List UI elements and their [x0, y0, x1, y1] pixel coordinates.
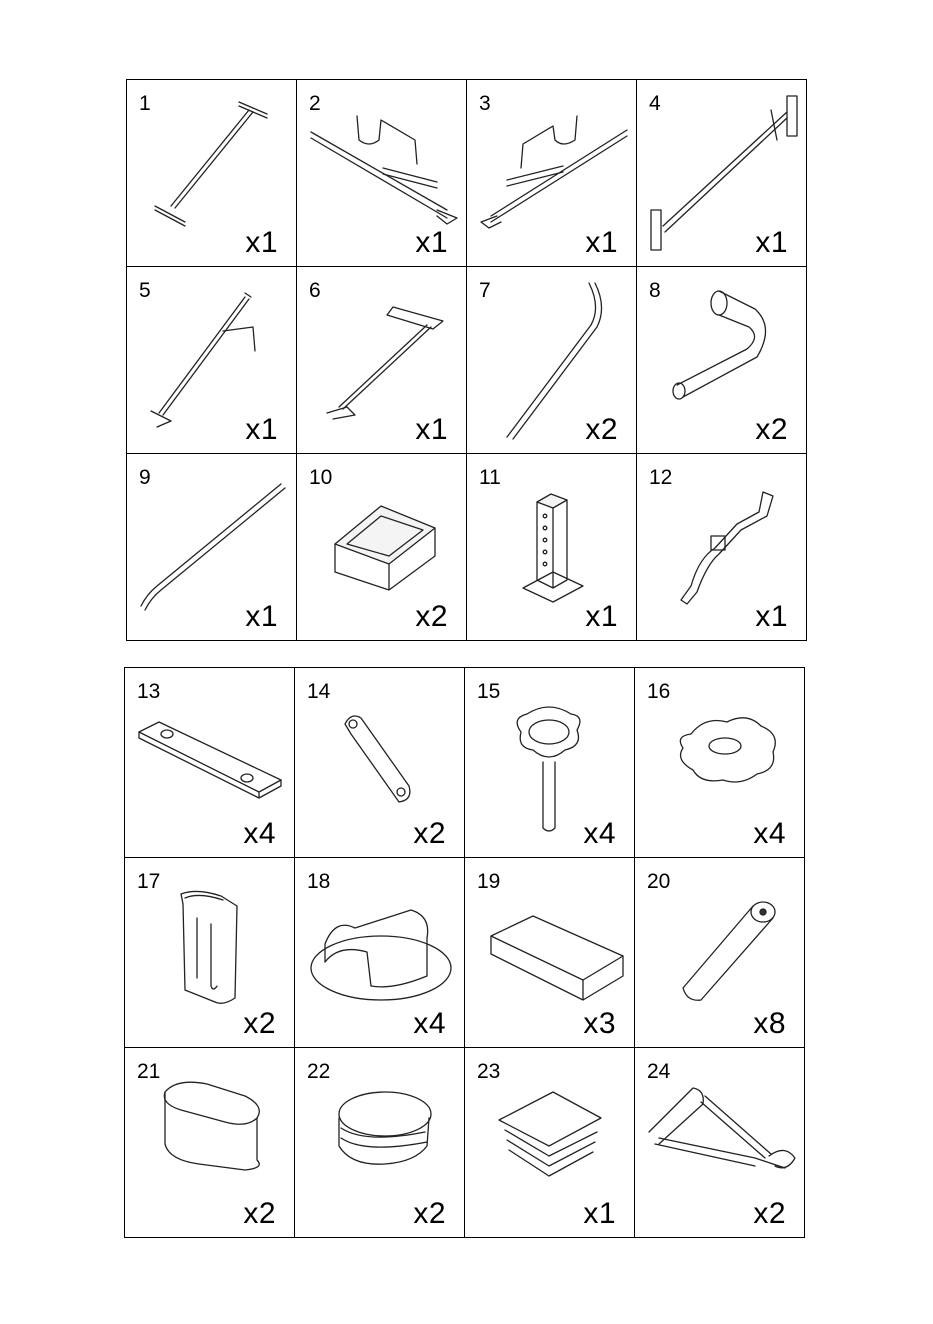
- part-quantity: x2: [753, 1197, 786, 1230]
- part-quantity: x1: [755, 600, 788, 633]
- part-number: 6: [309, 279, 321, 302]
- part-cell: [127, 80, 297, 267]
- part-quantity: x8: [753, 1007, 786, 1040]
- part-cell: [295, 858, 465, 1048]
- part-number: 18: [307, 870, 331, 893]
- part-number: 12: [649, 466, 673, 489]
- part-quantity: x1: [755, 226, 788, 259]
- part-quantity: x4: [413, 1007, 446, 1040]
- part-cell: [465, 858, 635, 1048]
- part-cell: [127, 454, 297, 641]
- part-quantity: x2: [415, 600, 448, 633]
- part-number: 4: [649, 92, 661, 115]
- part-number: 14: [307, 680, 331, 703]
- part-quantity: x2: [413, 1197, 446, 1230]
- parts-grid-bottom: [124, 667, 805, 1238]
- part-cell: [465, 668, 635, 858]
- part-quantity: x1: [245, 600, 278, 633]
- part-quantity: x1: [585, 600, 618, 633]
- part-cell: [295, 1048, 465, 1238]
- part-number: 7: [479, 279, 491, 302]
- part-quantity: x1: [415, 226, 448, 259]
- part-quantity: x2: [585, 413, 618, 446]
- part-number: 22: [307, 1060, 331, 1083]
- part-number: 5: [139, 279, 151, 302]
- part-quantity: x3: [583, 1007, 616, 1040]
- part-number: 2: [309, 92, 321, 115]
- part-quantity: x1: [415, 413, 448, 446]
- part-quantity: x2: [243, 1197, 276, 1230]
- part-cell: [127, 267, 297, 454]
- part-quantity: x1: [583, 1197, 616, 1230]
- part-quantity: x4: [243, 817, 276, 850]
- part-cell: [467, 80, 637, 267]
- part-quantity: x4: [583, 817, 616, 850]
- part-quantity: x2: [243, 1007, 276, 1040]
- part-cell: [635, 858, 805, 1048]
- part-number: 8: [649, 279, 661, 302]
- part-cell: [465, 1048, 635, 1238]
- part-quantity: x1: [585, 226, 618, 259]
- parts-grid-top: [126, 79, 807, 641]
- part-cell: [297, 80, 467, 267]
- part-number: 20: [647, 870, 671, 893]
- part-cell: [295, 668, 465, 858]
- part-cell: [297, 454, 467, 641]
- part-number: 10: [309, 466, 333, 489]
- part-quantity: x2: [755, 413, 788, 446]
- part-number: 21: [137, 1060, 161, 1083]
- part-cell: [637, 267, 807, 454]
- part-number: 1: [139, 92, 151, 115]
- part-cell: [467, 454, 637, 641]
- part-cell: [635, 1048, 805, 1238]
- part-cell: [125, 858, 295, 1048]
- part-cell: [637, 454, 807, 641]
- part-cell: [467, 267, 637, 454]
- part-cell: [125, 668, 295, 858]
- part-quantity: x4: [753, 817, 786, 850]
- part-quantity: x1: [245, 413, 278, 446]
- part-number: 17: [137, 870, 161, 893]
- part-number: 16: [647, 680, 671, 703]
- part-number: 23: [477, 1060, 501, 1083]
- part-number: 11: [479, 466, 501, 489]
- part-cell: [635, 668, 805, 858]
- part-cell: [637, 80, 807, 267]
- part-number: 3: [479, 92, 491, 115]
- part-number: 15: [477, 680, 501, 703]
- part-quantity: x1: [245, 226, 278, 259]
- part-cell: [297, 267, 467, 454]
- part-number: 24: [647, 1060, 671, 1083]
- part-quantity: x2: [413, 817, 446, 850]
- part-cell: [125, 1048, 295, 1238]
- part-number: 13: [137, 680, 161, 703]
- part-number: 19: [477, 870, 501, 893]
- part-number: 9: [139, 466, 151, 489]
